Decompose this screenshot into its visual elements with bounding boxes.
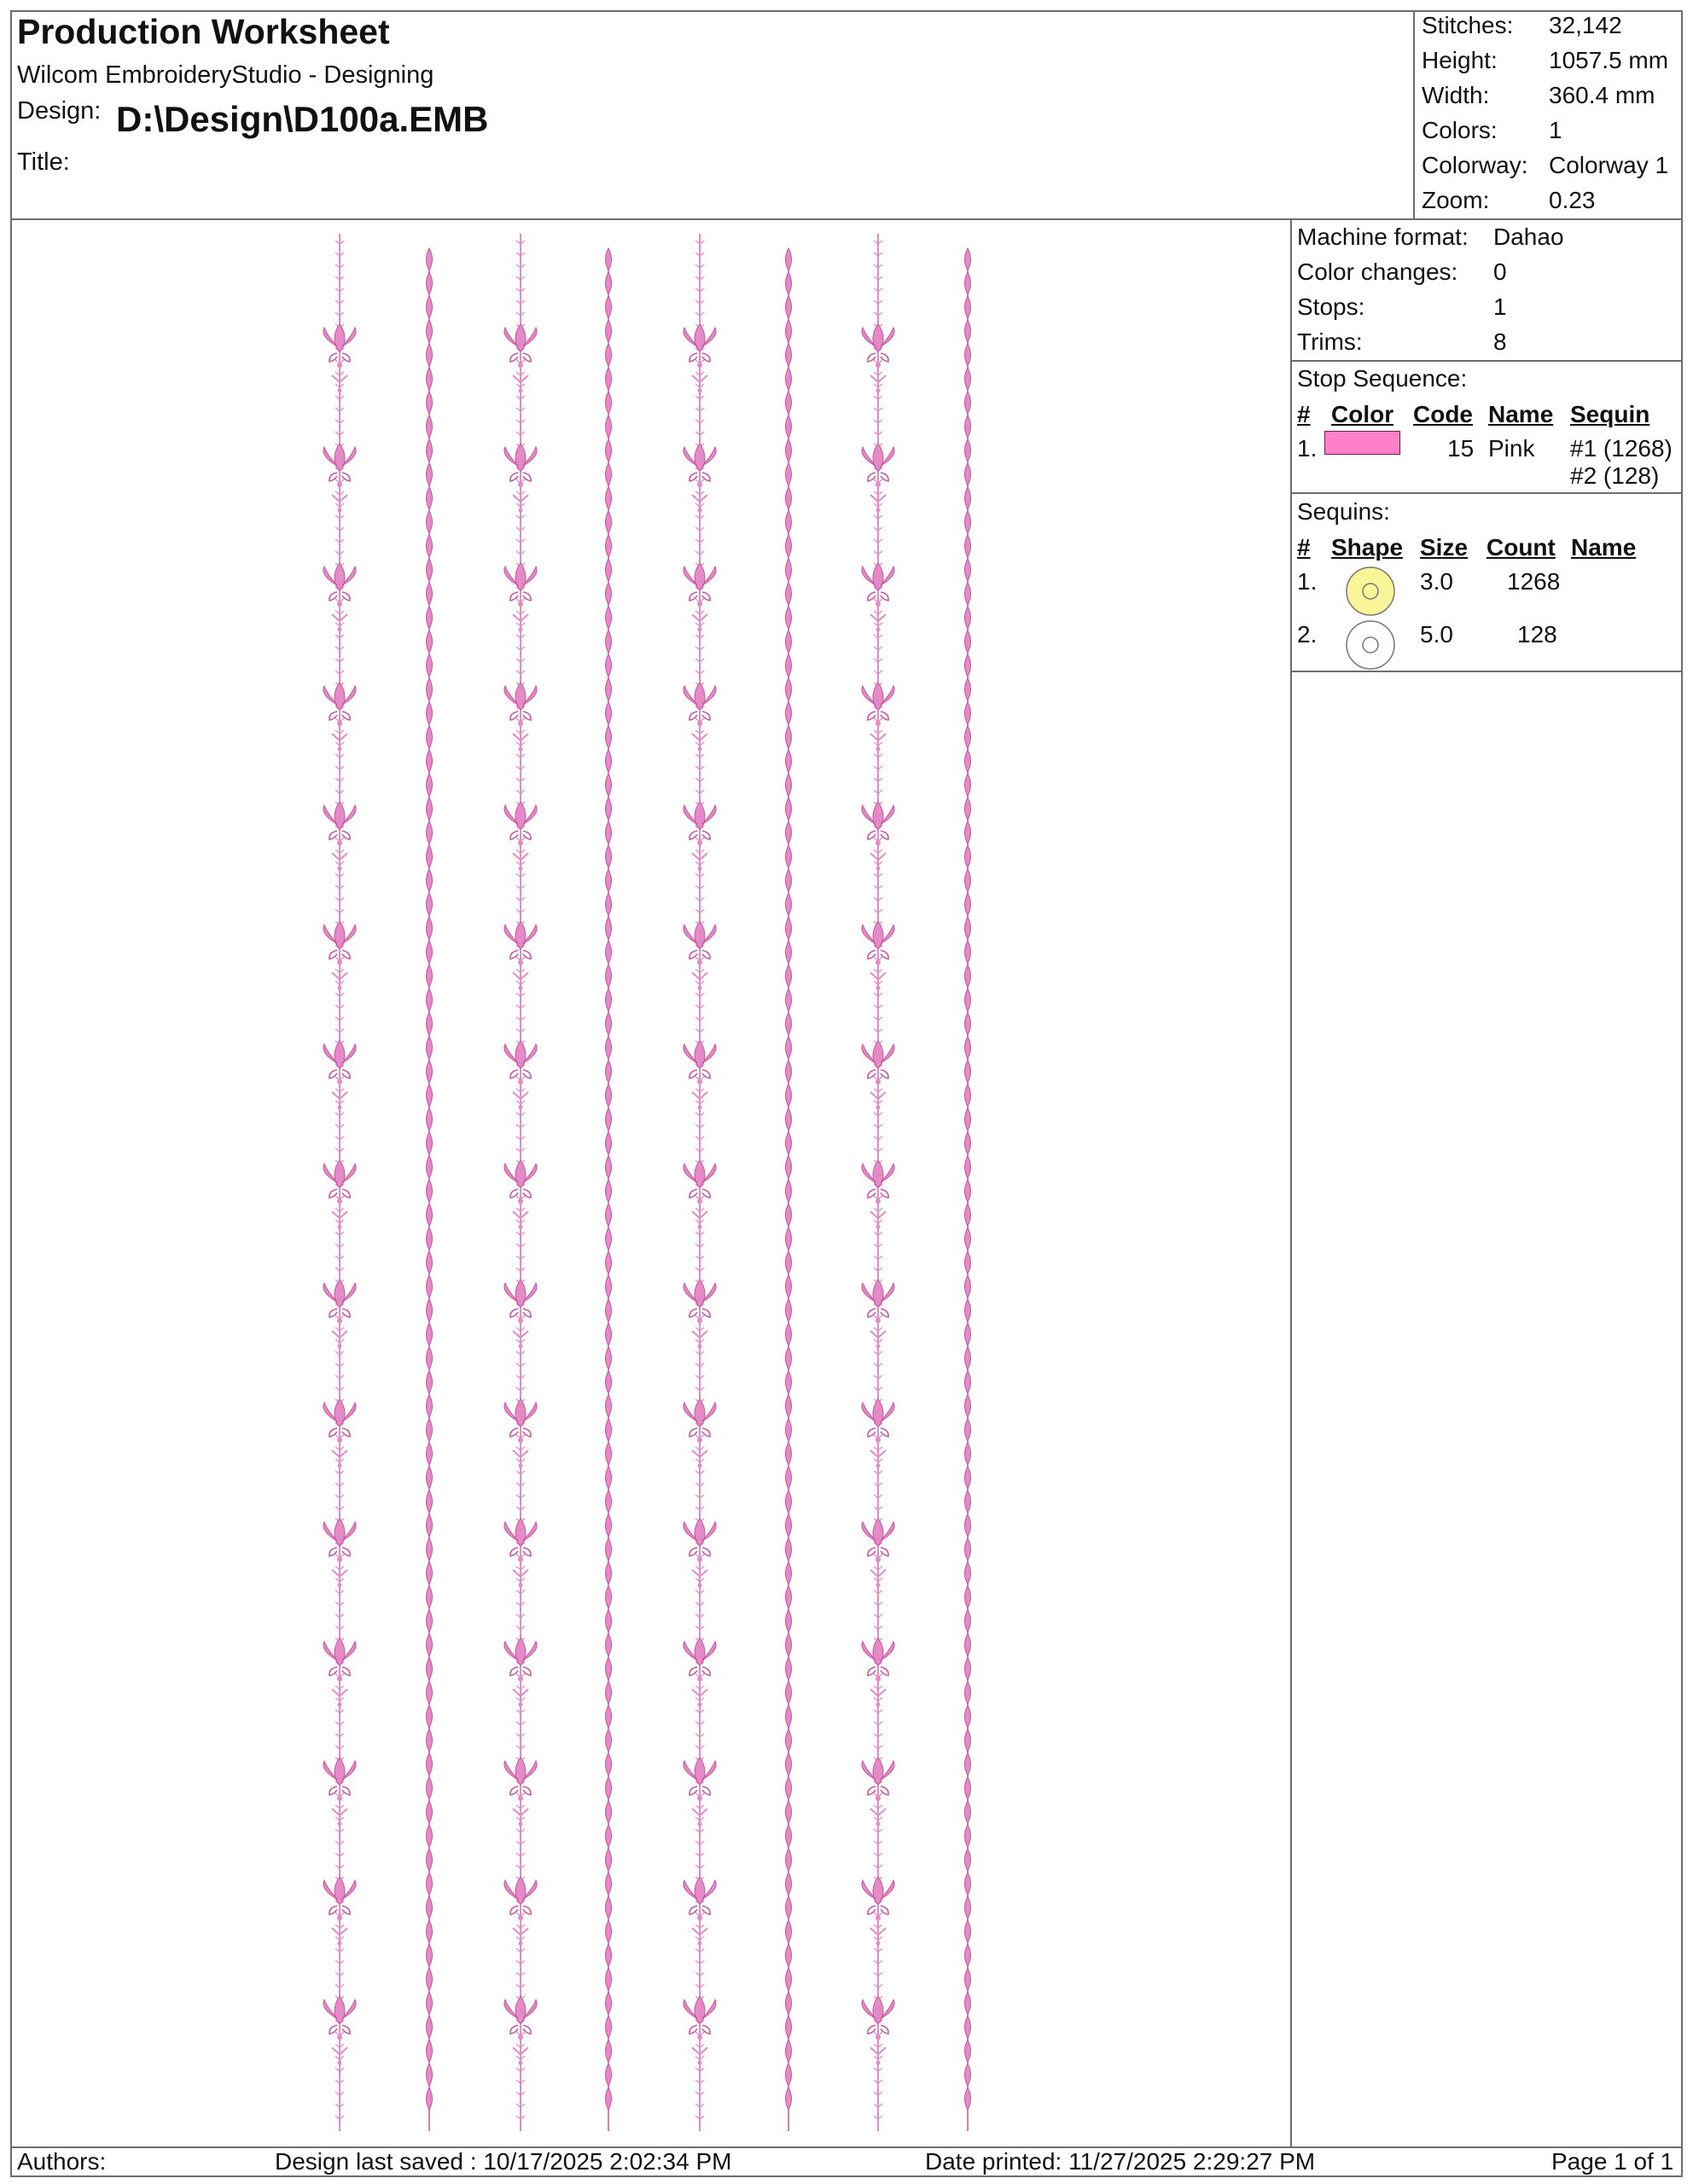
col-header-count: Count <box>1486 534 1556 561</box>
col-header-color: Color <box>1331 401 1394 427</box>
design-preview <box>12 224 1289 2145</box>
sequin-disc-icon <box>1344 619 1397 671</box>
stops-value: 1 <box>1493 293 1507 320</box>
sequins-heading: Sequins: <box>1297 498 1390 525</box>
color-changes-label: Color changes: <box>1297 258 1458 285</box>
stop-sequence-heading: Stop Sequence: <box>1297 365 1468 392</box>
col-header-code: Code <box>1413 401 1473 427</box>
row-number: 1. <box>1297 435 1318 462</box>
floral-column <box>323 234 356 2131</box>
stat-value: 0.23 <box>1549 187 1596 213</box>
floral-column <box>504 234 537 2131</box>
side-panel-divider <box>1290 218 1292 2148</box>
stops-label: Stops: <box>1297 293 1365 320</box>
vine-column <box>965 248 971 2131</box>
vine-column <box>786 248 792 2131</box>
design-path: D:\Design\D100a.EMB <box>116 99 489 139</box>
last-saved: Design last saved : 10/17/2025 2:02:34 PM <box>275 2148 732 2175</box>
stat-label: Zoom: <box>1422 187 1490 213</box>
col-header-shape: Shape <box>1331 534 1404 561</box>
sequin-count: 1268 <box>1507 568 1561 595</box>
date-printed: Date printed: 11/27/2025 2:29:27 PM <box>925 2148 1316 2175</box>
row-number: 2. <box>1297 621 1318 648</box>
trims-value: 8 <box>1493 328 1507 355</box>
vine-column <box>427 248 433 2131</box>
stats-divider <box>1413 10 1415 220</box>
col-header-num: # <box>1297 401 1311 427</box>
col-header-name: Name <box>1571 534 1637 561</box>
col-header-num: # <box>1297 534 1311 561</box>
title-label: Title: <box>17 148 70 176</box>
stat-value: 1057.5 mm <box>1549 47 1669 73</box>
thread-code: 15 <box>1447 435 1475 462</box>
machine-divider <box>1290 360 1683 362</box>
page-number: Page 1 of 1 <box>1551 2148 1674 2175</box>
col-header-name: Name <box>1488 401 1554 427</box>
stat-label: Stitches: <box>1422 12 1514 38</box>
machine-format-label: Machine format: <box>1297 224 1469 250</box>
stop-sequence-divider <box>1290 492 1683 494</box>
stat-value: 32,142 <box>1549 12 1622 38</box>
stat-value: 360.4 mm <box>1549 82 1655 108</box>
col-header-sequin: Sequin <box>1570 401 1650 427</box>
stat-label: Width: <box>1422 82 1490 108</box>
sequin-size: 5.0 <box>1420 621 1453 648</box>
stat-value: 1 <box>1549 117 1562 143</box>
machine-format-value: Dahao <box>1493 224 1564 250</box>
vine-column <box>606 248 612 2131</box>
stat-value: Colorway 1 <box>1549 152 1669 178</box>
sequin-count: 128 <box>1517 621 1557 648</box>
sequin-size: 3.0 <box>1420 568 1453 595</box>
sequin-ref: #1 (1268) <box>1570 435 1673 462</box>
app-name: Wilcom EmbroideryStudio - Designing <box>17 61 434 89</box>
color-swatch <box>1324 431 1400 455</box>
page-title: Production Worksheet <box>17 12 390 51</box>
row-number: 1. <box>1297 568 1318 595</box>
thread-name: Pink <box>1488 435 1535 462</box>
stat-label: Colorway: <box>1422 152 1528 178</box>
sequin-ref: #2 (128) <box>1570 462 1660 489</box>
design-label: Design: <box>17 97 102 125</box>
trims-label: Trims: <box>1297 328 1363 355</box>
color-changes-value: 0 <box>1493 258 1507 285</box>
stat-label: Height: <box>1422 47 1498 73</box>
header-divider <box>10 218 1683 220</box>
stat-label: Colors: <box>1422 117 1498 143</box>
footer-divider <box>10 2146 1683 2148</box>
floral-column <box>862 234 894 2131</box>
floral-column <box>684 234 716 2131</box>
authors-label: Authors: <box>17 2148 107 2175</box>
col-header-size: Size <box>1420 534 1469 561</box>
sequin-disc-icon <box>1344 565 1397 618</box>
